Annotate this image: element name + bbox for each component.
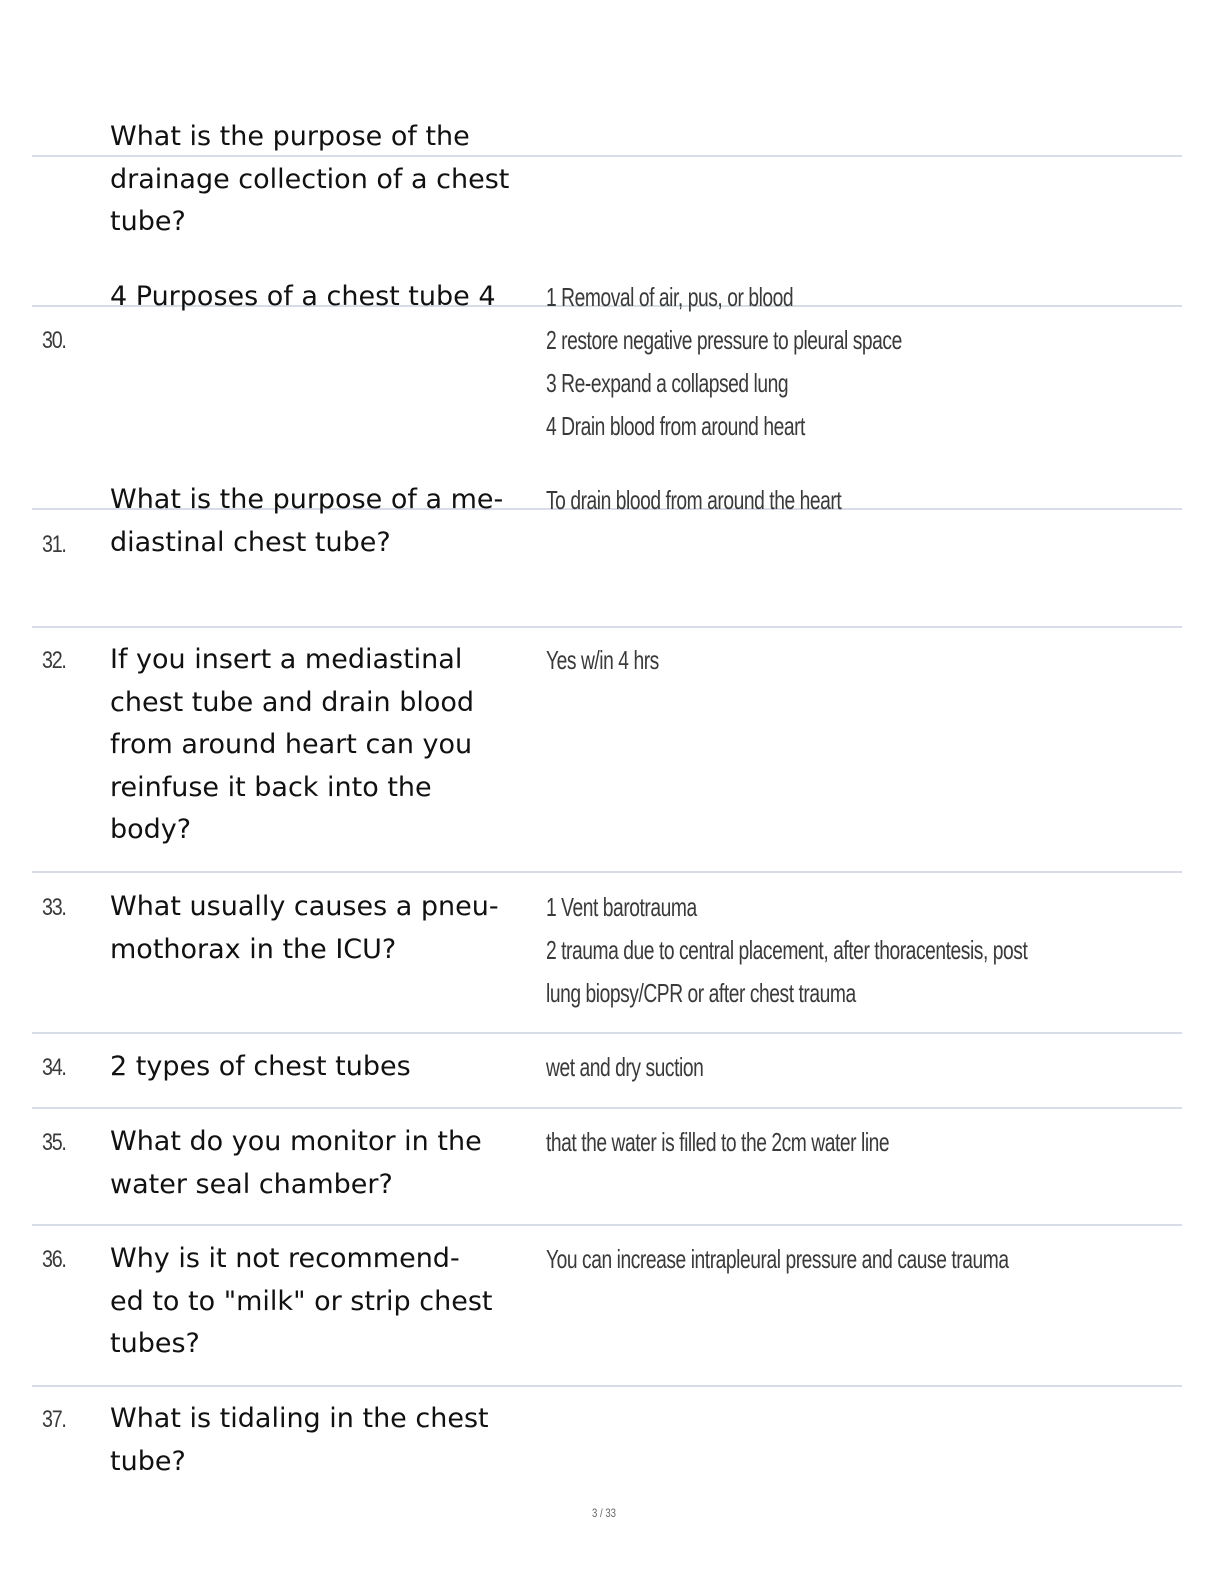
answer-text: Yes w/in 4 hrs [546,645,659,675]
question-text: 4 Purposes of a chest tube 4 [110,281,496,312]
row-divider [32,626,1182,628]
answer-text: 1 Removal of air, pus, or blood 2 restore negative pressure to pleural space 3 Re-expand a collapsed lung 4 Drain blood from around heart [546,282,902,441]
answer-text: 1 Vent barotrauma 2 trauma due to central placement, after thoracentesis, post lung biopsy/CPR or after chest trauma [546,892,1028,1008]
answer-text: that the water is filled to the 2cm water line [546,1127,890,1157]
question-text: What do you monitor in the water seal chamber? [110,1126,482,1200]
row-divider [32,871,1182,873]
item-number: 36. [42,1246,66,1273]
row-divider [32,1224,1182,1226]
row-divider [32,1385,1182,1387]
item-number: 33. [42,894,66,921]
question-text: What is the purpose of a me- diastinal chest tube? [110,484,504,558]
question-text: Why is it not recommend- ed to to "milk" or strip chest tubes? [110,1243,493,1359]
answer-text: You can increase intrapleural pressure and cause trauma [546,1244,1009,1274]
page-indicator: 3 / 33 [592,1506,617,1520]
item-number: 37. [42,1406,66,1433]
question-text: If you insert a mediastinal chest tube and drain blood from around heart can you reinfuse it back into the body? [110,644,475,845]
item-number: 32. [42,647,66,674]
question-text: What is tidaling in the chest tube? [110,1403,489,1477]
row-divider [32,1107,1182,1109]
question-text: 2 types of chest tubes [110,1051,411,1082]
question-text: What usually causes a pneu- mothorax in the ICU? [110,891,499,965]
item-number: 35. [42,1129,66,1156]
answer-text: wet and dry suction [546,1052,704,1082]
answer-text: To drain blood from around the heart [546,485,842,515]
item-number: 34. [42,1054,66,1081]
item-number: 30. [42,327,66,354]
row-divider [32,1032,1182,1034]
item-number: 31. [42,531,66,558]
question-text: What is the purpose of the drainage collection of a chest tube? [110,121,510,237]
